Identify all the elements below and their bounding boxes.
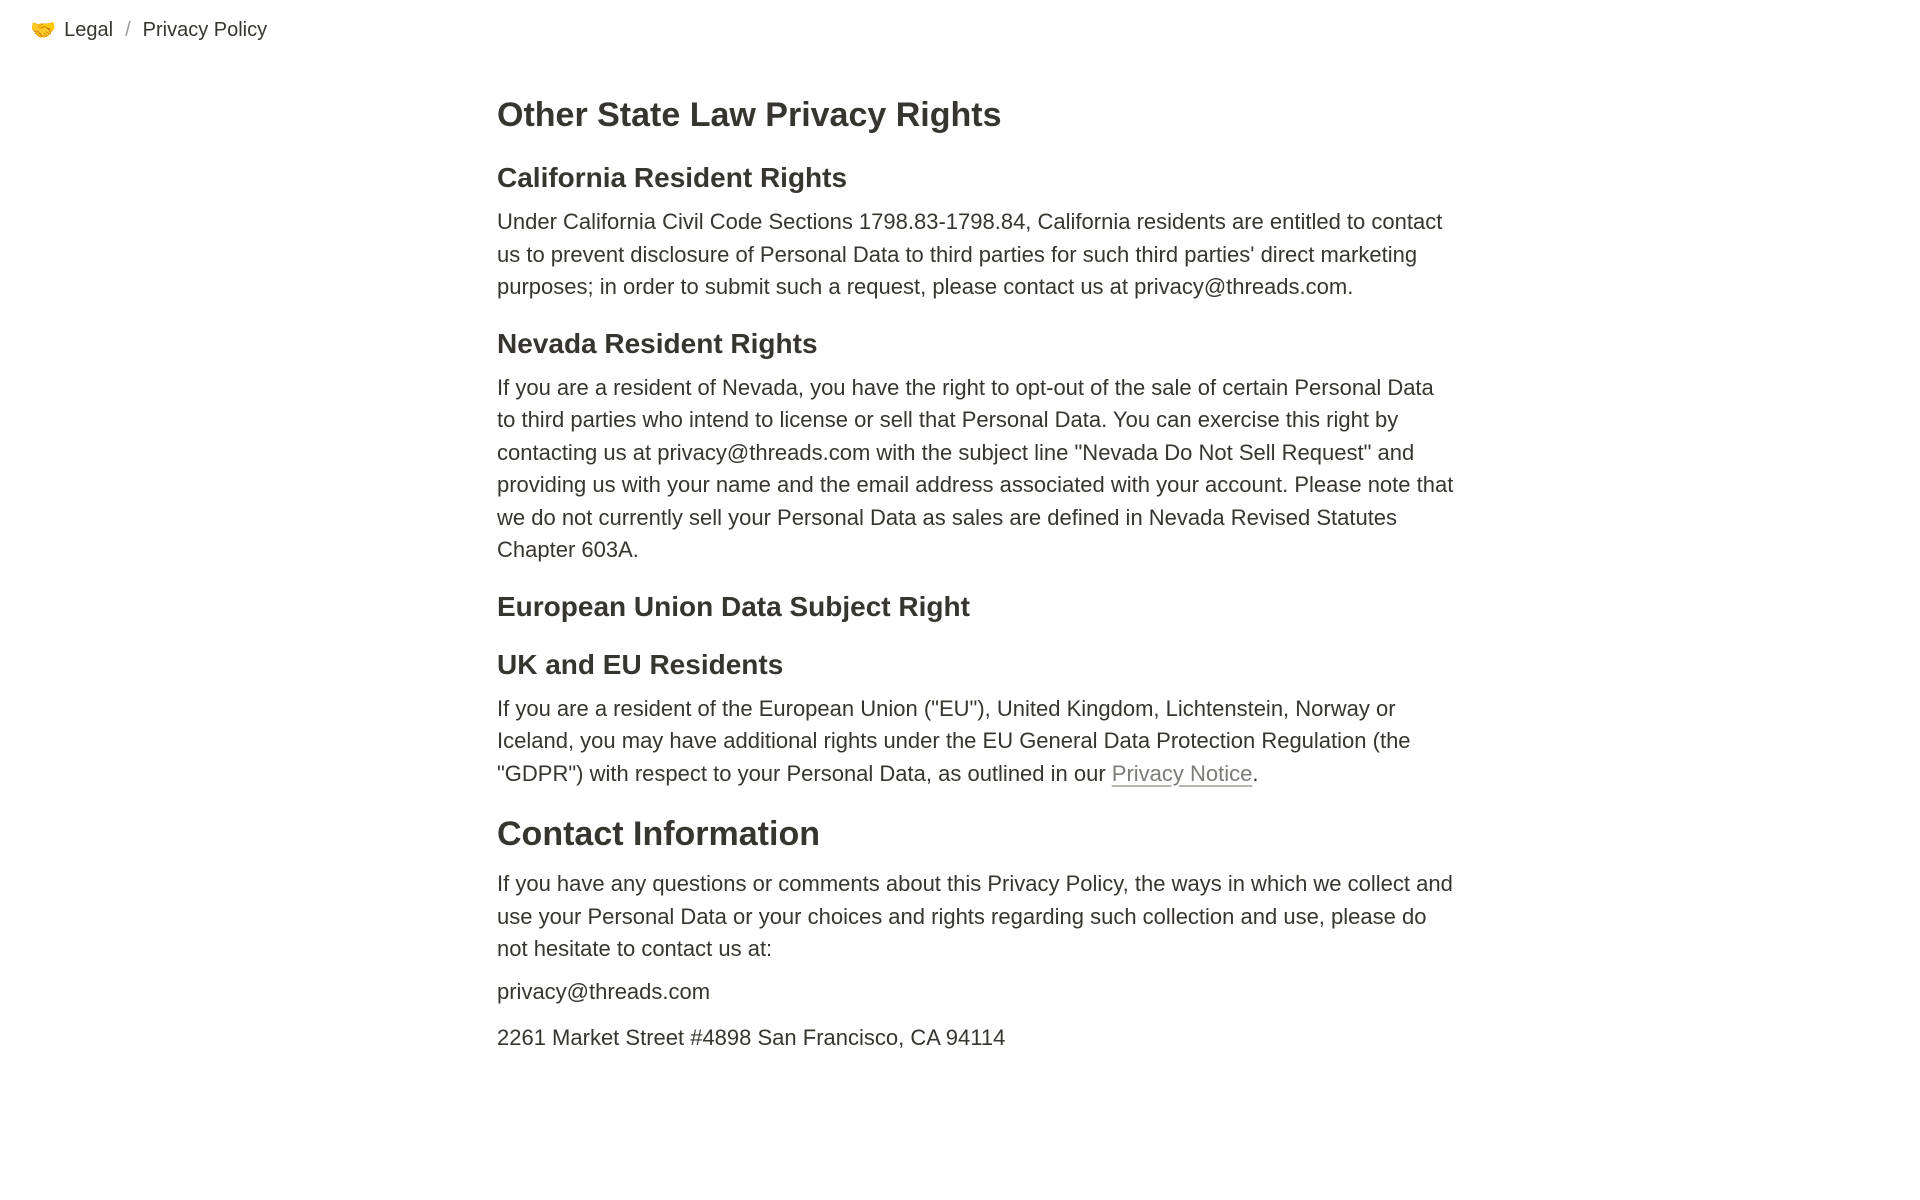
heading-eu-data-subject: European Union Data Subject Right	[497, 590, 970, 622]
breadcrumb-separator: /	[125, 18, 131, 41]
breadcrumb-item-privacy-policy[interactable]	[139, 17, 271, 44]
contact-address: 2261 Market Street #4898 San Francisco, CA 94114	[497, 1024, 1006, 1050]
breadcrumb-label-legal: Legal	[64, 18, 114, 41]
contact-email: privacy@threads.com	[497, 978, 711, 1004]
page-content	[497, 92, 1457, 1068]
heading-uk-eu-residents: UK and EU Residents	[497, 648, 784, 680]
handshake-icon: 🤝	[30, 18, 57, 42]
paragraph-contact: If you have any questions or comments about this Privacy Policy, the ways in which we collect and use your Personal Data or your choices and rights regarding such collection and use, please do not hesitate to contact us at:	[497, 871, 1453, 961]
heading-nevada-rights: Nevada Resident Rights	[497, 327, 818, 359]
breadcrumb	[0, 0, 271, 60]
uk-eu-text: If you are a resident of the European Union ("EU"), United Kingdom, Lichtenstein, Norway or Iceland, you may have additional rights under the EU General Data Protection Regulation (the "GDPR") with respect to your Personal Data, as outlined in our	[497, 695, 1411, 786]
breadcrumb-item-legal[interactable]	[26, 17, 117, 44]
paragraph-uk-eu-residents	[497, 693, 1457, 791]
uk-eu-text-end: .	[1252, 760, 1259, 786]
heading-california-rights: California Resident Rights	[497, 162, 848, 193]
heading-other-state-law: Other State Law Privacy Rights	[497, 96, 1002, 134]
heading-contact-information: Contact Information	[497, 815, 820, 853]
breadcrumb-label-privacy-policy: Privacy Policy	[142, 18, 268, 41]
privacy-notice-link[interactable]: Privacy Notice	[1111, 760, 1253, 786]
paragraph-nevada-rights: If you are a resident of Nevada, you have the right to opt-out of the sale of certain Personal Data to third parties who intend to license or sell that Personal Data. You can exercise this right by contacting us at privacy@threads.com with the subject line "Nevada Do Not Sell Request" and providing us with your name and the email address associated with your account. Please note that we do not currently sell your Personal Data as sales are defined in Nevada Revised Statutes Chapter 603A.	[497, 374, 1454, 562]
paragraph-california-rights: Under California Civil Code Sections 1798.83-1798.84, California residents are entitled to contact us to prevent disclosure of Personal Data to third parties for such third parties' direct marketing purposes; in order to submit such a request, please contact us at privacy@threads.com.	[497, 209, 1443, 299]
